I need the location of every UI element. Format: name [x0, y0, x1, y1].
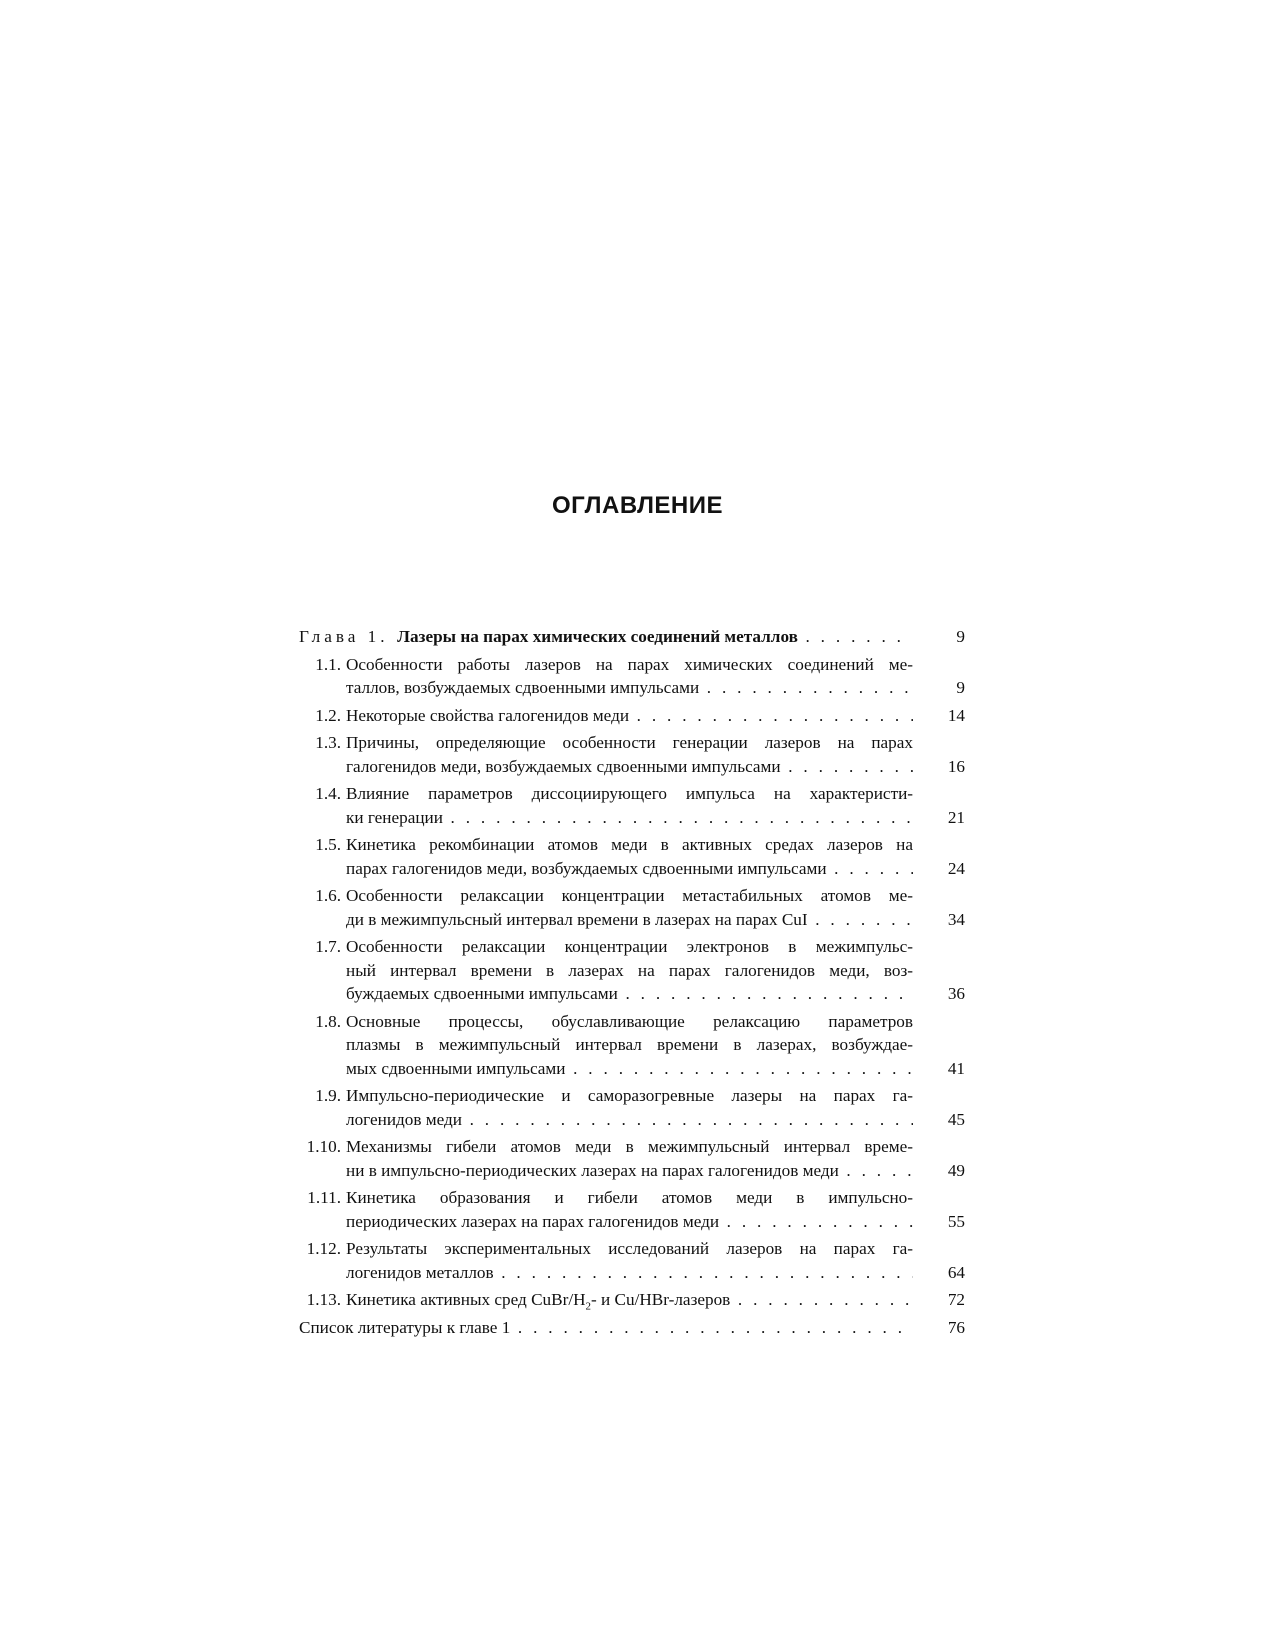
section-page: 55 [947, 1211, 965, 1231]
toc-section-entry[interactable] [299, 1010, 965, 1081]
section-title-last-line: таллов, возбуждаемых сдвоенными импульсами . . . [346, 676, 913, 700]
section-title [346, 935, 913, 1006]
section-page: 16 [947, 756, 965, 776]
section-page: 14 [947, 705, 965, 725]
section-title [346, 782, 913, 829]
section-page: 36 [947, 984, 965, 1003]
section-title-line: плазмы в межимпульсный интервал времени в лазерах, возбуждае- [346, 1035, 913, 1054]
chapter-page: 9 [956, 627, 965, 646]
section-title [346, 1010, 913, 1081]
section-number: 1.10. [306, 1137, 341, 1156]
bibliography-title: Список литературы к главе 1 . . . [299, 1316, 913, 1340]
toc-section-entry[interactable] [299, 1237, 965, 1284]
section-title-line: Кинетика образования и гибели атомов меди в импульсно- [346, 1188, 913, 1207]
section-title-line: Кинетика рекомбинации атомов меди в активных средах лазеров на [346, 835, 913, 854]
section-number: 1.7. [315, 937, 341, 956]
section-title-last-line: галогенидов меди, возбуждаемых сдвоенными импульсами . . . [346, 755, 913, 779]
section-title-last-line: мых сдвоенными импульсами . . . [346, 1057, 913, 1081]
section-page: 24 [947, 858, 965, 878]
section-title-line: Импульсно-периодические и саморазогревные лазеры на парах га- [346, 1086, 913, 1105]
section-title [346, 833, 913, 880]
section-title [346, 704, 913, 728]
section-title-last-line: логенидов меди . . . [346, 1108, 913, 1132]
section-title [346, 731, 913, 778]
toc-section-entry[interactable] [299, 653, 965, 700]
section-number: 1.4. [315, 784, 341, 803]
section-number: 1.6. [315, 886, 341, 905]
toc-section-entry[interactable] [299, 1084, 965, 1131]
toc-bibliography-entry[interactable] [299, 1316, 965, 1340]
section-page: 45 [947, 1109, 965, 1129]
section-number: 1.1. [315, 654, 341, 674]
section-title-last-line: ни в импульсно-периодических лазерах на парах галогенидов меди . . . [346, 1159, 913, 1183]
section-page: 41 [947, 1058, 965, 1078]
toc-section-entry[interactable] [299, 833, 965, 880]
section-title-line: Влияние параметров диссоциирующего импульса на характеристи- [346, 784, 913, 803]
section-title-last-line: парах галогенидов меди, возбуждаемых сдвоенными импульсами . . . [346, 857, 913, 881]
toc-section-entry[interactable] [299, 731, 965, 778]
section-number: 1.13. [306, 1290, 341, 1309]
section-number: 1.11. [307, 1188, 341, 1207]
toc-chapter-entry[interactable] [299, 625, 965, 649]
section-title-line: Механизмы гибели атомов меди в межимпульсный интервал време- [346, 1137, 913, 1156]
section-title-line: Основные процессы, обуславливающие релаксацию параметров [346, 1011, 913, 1031]
section-title [346, 653, 913, 700]
toc-section-entry[interactable] [299, 1135, 965, 1182]
section-title-line: Результаты экспериментальных исследований лазеров на парах га- [346, 1239, 913, 1258]
formula-text: - и Cu/HBr-лазеров [591, 1290, 731, 1309]
toc-section-entry[interactable] [299, 935, 965, 1006]
section-title-last-line: логенидов металлов . . . [346, 1261, 913, 1285]
section-title-last-line: ки генерации . . . [346, 806, 913, 830]
section-number: 1.3. [315, 733, 341, 752]
chapter-title: Лазеры на парах химических соединений металлов [397, 627, 798, 646]
section-page: 9 [956, 678, 965, 697]
section-page: 72 [947, 1290, 965, 1309]
toc-section-entry[interactable] [299, 1186, 965, 1233]
section-title-line: ный интервал времени в лазерах на парах галогенидов меди, воз- [346, 960, 913, 980]
section-number: 1.2. [315, 705, 341, 725]
bibliography-page: 76 [947, 1317, 965, 1337]
section-title-last-line [346, 1288, 913, 1312]
section-title-last-line: периодических лазерах на парах галогенидов меди . . . [346, 1210, 913, 1234]
toc-section-entry[interactable] [299, 704, 965, 728]
formula-subscript: 2 [585, 1300, 592, 1312]
chapter-label: Глава 1. [299, 627, 389, 646]
section-number: 1.8. [315, 1011, 341, 1031]
section-page: 34 [947, 909, 965, 929]
section-title [346, 1084, 913, 1131]
section-number: 1.5. [315, 835, 341, 854]
table-of-contents [299, 625, 965, 1343]
section-page: 64 [947, 1262, 965, 1282]
section-title [346, 1135, 913, 1182]
section-title-line: Особенности релаксации концентрации метастабильных атомов ме- [346, 886, 913, 905]
section-title-line: Особенности работы лазеров на парах химических соединений ме- [346, 654, 913, 674]
toc-section-entry[interactable] [299, 1288, 965, 1312]
section-title [346, 1288, 913, 1312]
section-number: 1.12. [306, 1239, 341, 1258]
page-title: ОГЛАВЛЕНИЕ [551, 492, 724, 519]
section-page: 21 [947, 807, 965, 827]
formula-text: Кинетика активных сред CuBr/H [346, 1290, 586, 1309]
section-title-last-line: ди в межимпульсный интервал времени в лазерах на парах CuI . . . [346, 908, 913, 932]
toc-section-entry[interactable] [299, 782, 965, 829]
section-title-last-line: буждаемых сдвоенными импульсами . . . [346, 982, 913, 1006]
section-number: 1.9. [315, 1086, 341, 1105]
section-title [346, 1237, 913, 1284]
section-title-line: Причины, определяющие особенности генерации лазеров на парах [346, 733, 913, 752]
chapter-line [299, 625, 913, 649]
section-page: 49 [947, 1160, 965, 1180]
section-title-last-line: Некоторые свойства галогенидов меди . . . [346, 704, 913, 728]
section-title [346, 1186, 913, 1233]
toc-section-entry[interactable] [299, 884, 965, 931]
section-title [346, 884, 913, 931]
section-title-line: Особенности релаксации концентрации электронов в межимпульс- [346, 937, 913, 956]
